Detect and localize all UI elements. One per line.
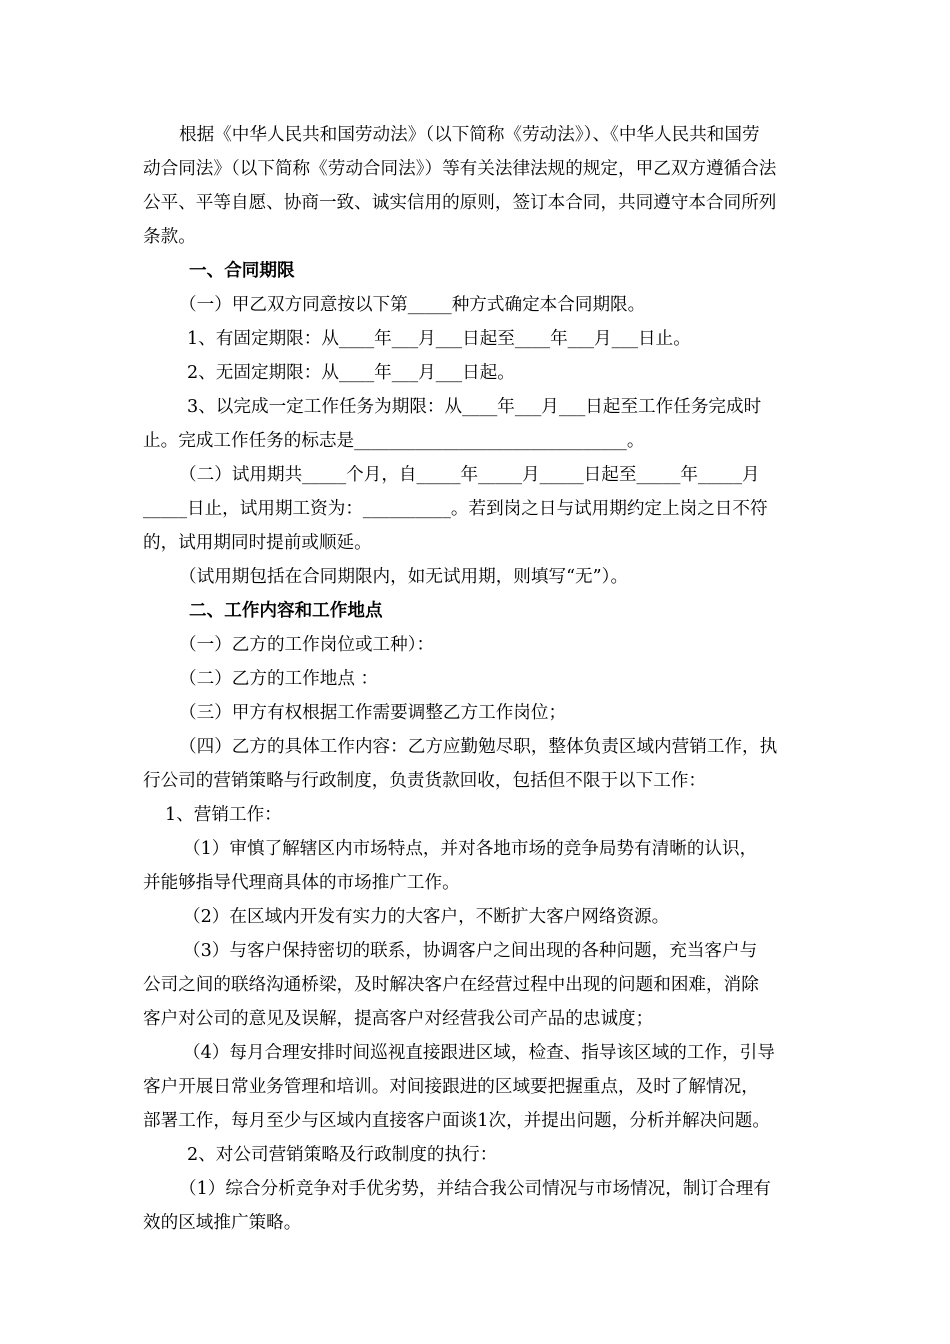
text-line: 并能够指导代理商具体的市场推广工作。 (143, 873, 460, 893)
text-line: 行公司的营销策略与行政制度，负责货款回收，包括但不限于以下工作： (143, 771, 707, 791)
text-line: 根据《中华人民共和国劳动法》（以下简称《劳动法》）、《中华人民共和国劳 (179, 125, 760, 145)
text-line: 效的区域推广策略。 (143, 1213, 302, 1233)
text-line: 公平、平等自愿、协商一致、诚实信用的原则，签订本合同，共同遵守本合同所列 (143, 193, 777, 213)
text-line: 动合同法》（以下简称《劳动合同法》）等有关法律法规的规定，甲乙双方遵循合法 (143, 159, 777, 179)
text-line: （一）乙方的工作岗位或工种）： (179, 635, 435, 655)
text-line: （试用期包括在合同期限内，如无试用期，则填写“无”）。 (179, 567, 629, 587)
text-line: 客户开展日常业务管理和培训。对间接跟进的区域要把握重点，及时了解情况， (143, 1077, 759, 1097)
text-line: 条款。 (143, 227, 196, 247)
section-heading: 一、合同期限 (189, 260, 295, 281)
text-line: （4）每月合理安排时间巡视直接跟进区域，检查、指导该区域的工作，引导 (183, 1043, 775, 1063)
text-line: 1、有固定期限：从____年___月___日起至____年___月___日止。 (187, 329, 691, 349)
text-line: （四）乙方的具体工作内容：乙方应勤勉尽职，整体负责区域内营销工作，执 (179, 737, 778, 757)
text-line: （二）试用期共_____个月，自_____年_____月_____日起至_____年_____月 (179, 465, 760, 485)
text-line: 3、以完成一定工作任务为期限：从____年___月___日起至工作任务完成时 (187, 397, 762, 417)
text-line: 2、无固定期限：从____年___月___日起。 (187, 363, 515, 383)
text-line: （2）在区域内开发有实力的大客户，不断扩大客户网络资源。 (183, 907, 670, 927)
text-line: 的，试用期同时提前或顺延。 (143, 533, 372, 553)
text-line: 客户对公司的意见及误解，提高客户对经营我公司产品的忠诚度； (143, 1009, 654, 1029)
text-line: （二）乙方的工作地点 ： (179, 669, 379, 689)
text-line: （1）综合分析竞争对手优劣势，并结合我公司情况与市场情况，制订合理有 (179, 1179, 771, 1199)
text-line: 公司之间的联络沟通桥梁，及时解决客户在经营过程中出现的问题和困难，消除 (143, 975, 759, 995)
text-line: （三）甲方有权根据工作需要调整乙方工作岗位； (179, 703, 567, 723)
contract-body (143, 118, 810, 1240)
text-line: （3）与客户保持密切的联系，协调客户之间出现的各种问题，充当客户与 (183, 941, 758, 961)
text-line: （一）甲乙双方同意按以下第_____种方式确定本合同期限。 (179, 295, 646, 315)
section-heading: 二、工作内容和工作地点 (189, 600, 383, 621)
text-line: 1、营销工作： (165, 805, 282, 825)
text-line: （1）审慎了解辖区内市场特点，并对各地市场的竞争局势有清晰的认识， (183, 839, 758, 859)
text-line: 2、对公司营销策略及行政制度的执行： (187, 1145, 498, 1165)
text-line: 止。完成工作任务的标志是_______________________________。 (143, 431, 645, 451)
text-line: _____日止，试用期工资为：__________。若到岗之日与试用期约定上岗之日不符 (143, 499, 768, 519)
text-line: 部署工作，每月至少与区域内直接客户面谈1次，并提出问题，分析并解决问题。 (143, 1111, 770, 1131)
